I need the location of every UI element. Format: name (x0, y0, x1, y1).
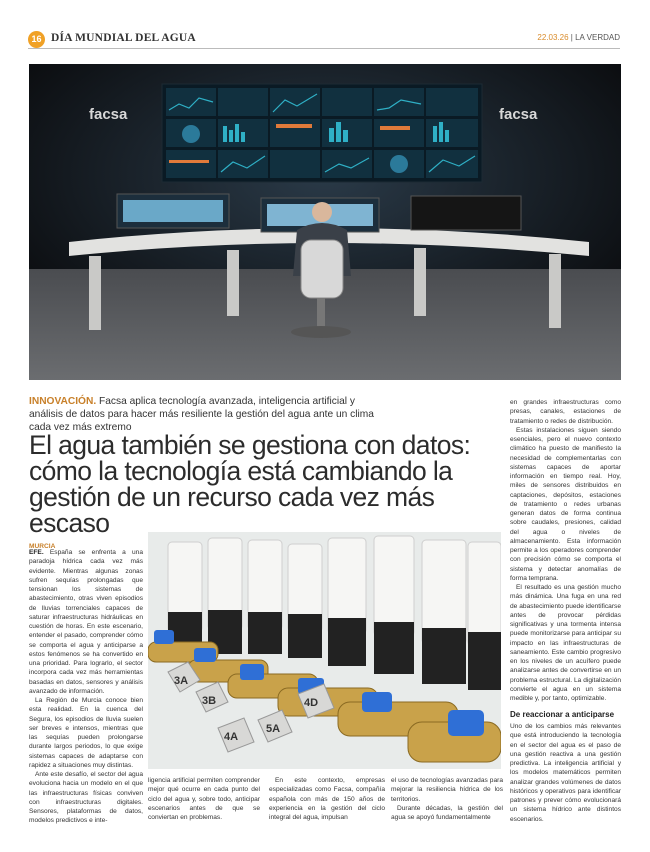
valve-tag: 4D (304, 697, 319, 709)
body-paragraph: En este contexto, empresas especializadas como Facsa, compañía española con más de 150 años de experiencia en la gestión del ciclo integral del agua, impulsan (269, 777, 385, 821)
article-kicker (29, 395, 383, 434)
article-headline: El agua también se gestiona con datos: cómo la tecnología está cambiando la gestión de un recurso cada vez más escaso (29, 430, 471, 538)
header-divider (28, 48, 620, 49)
kicker-label: INNOVACIÓN. (29, 396, 97, 407)
valve-tag: 4A (224, 731, 239, 743)
facsa-logo-left: facsa (89, 106, 128, 123)
byline-place: MURCIA (29, 543, 56, 550)
publication-name: LA VERDAD (575, 33, 620, 42)
issue-date: 22.03.26 (537, 33, 569, 42)
body-column-5-continued (510, 722, 621, 824)
body-paragraph: en grandes infraestructuras como presas, canales, estaciones de tratamiento o redes de distribución. (510, 399, 621, 425)
photo-water-valves (148, 532, 501, 769)
body-column-4 (391, 776, 503, 822)
body-paragraph: el uso de tecnologías avanzadas para mejorar la resiliencia hídrica de los territorios. (391, 777, 503, 803)
body-paragraph: ligencia artificial permiten comprender mejor qué ocurre en cada punto del ciclo del agua y, sobre todo, anticipar escenarios antes de que se conviertan en problemas. (148, 777, 260, 821)
body-column-2 (148, 776, 260, 822)
hero-photo-control-room (29, 64, 621, 380)
valve-tag: 5A (266, 723, 281, 735)
section-title: DÍA MUNDIAL DEL AGUA (51, 32, 196, 44)
body-paragraph: Uno de los cambios más relevantes que está introduciendo la tecnología en el sector del agua es el paso de una gestión reactiva a una gestión predictiva. La inteligencia artificial y los modelos matemáticos permiten analizar grandes volúmenes de datos históricos y operativos para identificar patrones y prever cómo evolucionará un sistema hídrico ante distintos escenarios. (510, 723, 621, 823)
dateline-separator: | (570, 33, 573, 42)
valve-tag: 3A (174, 675, 189, 687)
body-paragraph: Estas instalaciones siguen siendo esenciales, pero el nuevo contexto climático ha puesto de manifiesto la necesidad de complementarlas con sistemas capaces de aportar información en tiempo real. Hoy, miles de sensores distribuidos en captaciones, depósitos, estaciones de tratamiento o redes urbanas generan datos de forma continua sobre caudales, presiones, calidad del agua o niveles de almacenamiento. Esta información permite a los operadores comprender con precisión cómo se comporta el sistema y detectar anomalías de forma temprana. (510, 426, 621, 582)
control-room-illustration (29, 64, 621, 380)
facsa-logo-right: facsa (499, 106, 538, 123)
valve-tag: 3B (202, 695, 217, 707)
body-column-3 (269, 776, 385, 822)
body-paragraph: El resultado es una gestión mucho más dinámica. Una fuga en una red de abastecimiento puede identificarse antes de provocar pérdidas significativas y una tormenta intensa puede monitorizarse para anticipar su impacto en las infraestructuras de saneamiento. Este cambio progresivo en los niveles de un acuífero puede analizarse antes de convertirse en un problema estructural. La digitalización convierte el agua en un sistema medible y, por tanto, optimizable. (510, 584, 621, 702)
header-dateline (537, 33, 620, 42)
byline-agency: EFE. (29, 549, 44, 556)
body-paragraph: Ante este desafío, el sector del agua evoluciona hacia un modelo en el que las infraestructuras físicas conviven con infraestructuras digitales. Sensores, plataformas de datos, modelos predictivos e inte- (29, 771, 143, 825)
lead-paragraph: España se enfrenta a una paradoja hídrica cada vez más evidente. Mientras algunas zonas sufren sequías prolongadas que tensionan los sistemas de abastecimiento, otras viven episodios de lluvias torrenciales capaces de saturar infraestructuras hidráulicas en cuestión de horas. En este escenario, entender el pasado, comprender cómo se comporta el agua y anticiparse a estos fenómenos se ha convertido en una prioridad. Para lograrlo, el sector incorpora cada vez más herramientas basadas en datos, sensores y análisis avanzado de información. (29, 549, 143, 695)
page-number-badge: 16 (28, 31, 45, 48)
body-paragraph: La Región de Murcia conoce bien esta realidad. En la cuenca del Segura, los episodios de lluvia suelen ser breves e intensos, mientras que las sequías pueden prolongarse durante largos periodos, lo que exige sistemas capaces de adaptarse con rapidez a situaciones muy distintas. (29, 697, 143, 769)
article-subhead: De reaccionar a anticiparse (510, 710, 615, 719)
kicker-text: Facsa aplica tecnología avanzada, inteligencia artificial y análisis de datos para hacer más resiliente la gestión del agua ante un clima cada vez más extremo (29, 396, 374, 433)
body-paragraph: Durante décadas, la gestión del agua se apoyó fundamentalmente (391, 804, 503, 821)
body-column-1 (29, 548, 143, 826)
valves-illustration (148, 532, 501, 769)
body-column-5 (510, 398, 621, 703)
